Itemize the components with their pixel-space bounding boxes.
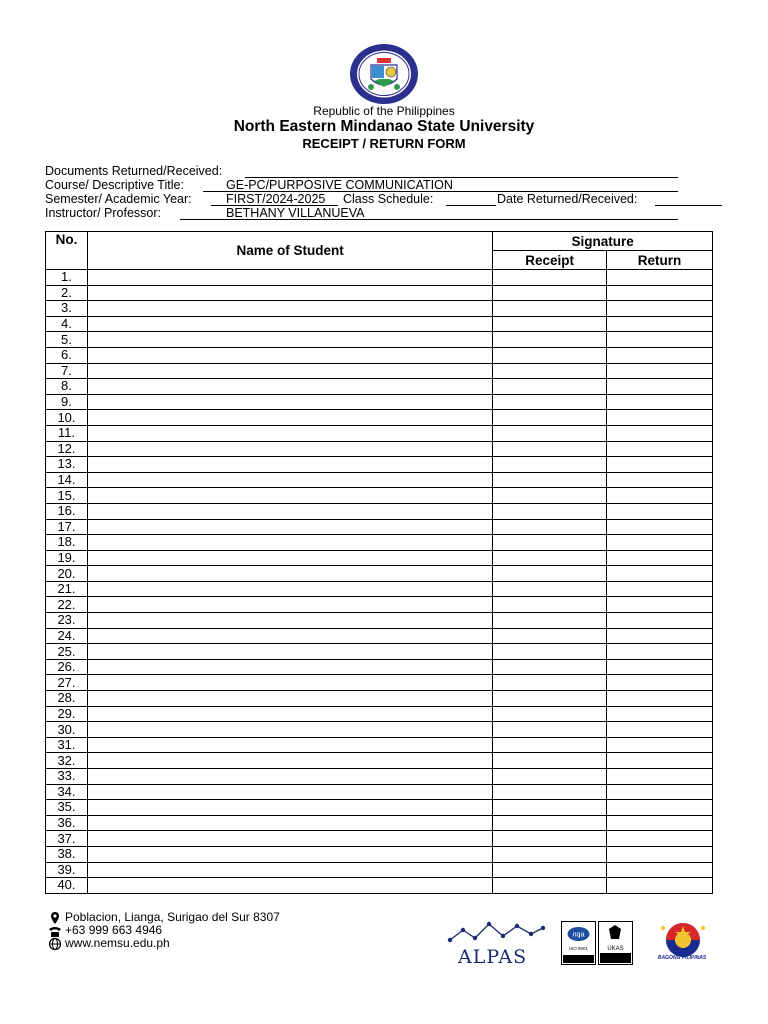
receipt-signature-cell[interactable] <box>493 270 607 286</box>
return-signature-cell[interactable] <box>607 379 713 395</box>
receipt-signature-cell[interactable] <box>493 441 607 457</box>
iso-text: ISO 9001 <box>568 946 589 951</box>
header-no: No. <box>46 232 88 270</box>
return-signature-cell[interactable] <box>607 737 713 753</box>
student-name-cell[interactable] <box>87 831 492 847</box>
student-name-cell[interactable] <box>87 394 492 410</box>
row-number: 9. <box>46 394 88 410</box>
table-row <box>46 566 713 582</box>
row-number: 20. <box>46 566 88 582</box>
student-name-cell[interactable] <box>87 737 492 753</box>
table-row <box>46 597 713 613</box>
table-row <box>46 800 713 816</box>
student-name-cell[interactable] <box>87 659 492 675</box>
table-row <box>46 285 713 301</box>
student-name-cell[interactable] <box>87 441 492 457</box>
student-name-cell[interactable] <box>87 270 492 286</box>
return-signature-cell[interactable] <box>607 878 713 894</box>
alpas-wordmark: ALPAS <box>458 946 528 968</box>
return-signature-cell[interactable] <box>607 488 713 504</box>
receipt-signature-cell[interactable] <box>493 753 607 769</box>
header-signature: Signature <box>493 232 713 251</box>
schedule-label: Class Schedule: <box>343 192 434 206</box>
date-field[interactable] <box>655 192 722 206</box>
receipt-signature-cell[interactable] <box>493 675 607 691</box>
student-name-cell[interactable] <box>87 285 492 301</box>
row-number: 16. <box>46 503 88 519</box>
student-name-cell[interactable] <box>87 644 492 660</box>
student-name-cell[interactable] <box>87 347 492 363</box>
return-signature-cell[interactable] <box>607 363 713 379</box>
return-signature-cell[interactable] <box>607 566 713 582</box>
student-name-cell[interactable] <box>87 878 492 894</box>
table-row <box>46 519 713 535</box>
receipt-signature-cell[interactable] <box>493 566 607 582</box>
row-number: 38. <box>46 846 88 862</box>
table-row <box>46 878 713 894</box>
table-row <box>46 613 713 629</box>
student-name-cell[interactable] <box>87 566 492 582</box>
row-number: 13. <box>46 457 88 473</box>
iso-certification-logo <box>561 921 633 965</box>
table-row <box>46 815 713 831</box>
header-receipt: Receipt <box>493 251 607 270</box>
return-signature-cell[interactable] <box>607 441 713 457</box>
row-number: 21. <box>46 581 88 597</box>
student-name-cell[interactable] <box>87 410 492 426</box>
receipt-signature-cell[interactable] <box>493 706 607 722</box>
row-number: 2. <box>46 285 88 301</box>
table-row <box>46 394 713 410</box>
table-row <box>46 628 713 644</box>
student-name-cell[interactable] <box>87 581 492 597</box>
row-number: 15. <box>46 488 88 504</box>
receipt-signature-cell[interactable] <box>493 800 607 816</box>
return-signature-cell[interactable] <box>607 691 713 707</box>
student-name-cell[interactable] <box>87 503 492 519</box>
receipt-signature-cell[interactable] <box>493 363 607 379</box>
row-number: 11. <box>46 425 88 441</box>
phone-text: +63 999 663 4946 <box>65 923 163 937</box>
return-signature-cell[interactable] <box>607 332 713 348</box>
return-signature-cell[interactable] <box>607 706 713 722</box>
student-name-cell[interactable] <box>87 488 492 504</box>
return-signature-cell[interactable] <box>607 270 713 286</box>
ukas-text: UKAS <box>607 946 624 952</box>
receipt-signature-cell[interactable] <box>493 597 607 613</box>
return-signature-cell[interactable] <box>607 862 713 878</box>
return-signature-cell[interactable] <box>607 410 713 426</box>
receipt-signature-cell[interactable] <box>493 519 607 535</box>
row-number: 32. <box>46 753 88 769</box>
receipt-signature-cell[interactable] <box>493 644 607 660</box>
receipt-signature-cell[interactable] <box>493 457 607 473</box>
row-number: 6. <box>46 347 88 363</box>
return-signature-cell[interactable] <box>607 519 713 535</box>
return-signature-cell[interactable] <box>607 722 713 738</box>
row-number: 12. <box>46 441 88 457</box>
table-row <box>46 270 713 286</box>
return-signature-cell[interactable] <box>607 628 713 644</box>
return-signature-cell[interactable] <box>607 675 713 691</box>
student-name-cell[interactable] <box>87 550 492 566</box>
student-name-cell[interactable] <box>87 800 492 816</box>
return-signature-cell[interactable] <box>607 550 713 566</box>
table-row <box>46 722 713 738</box>
receipt-signature-cell[interactable] <box>493 784 607 800</box>
receipt-signature-cell[interactable] <box>493 472 607 488</box>
table-row <box>46 581 713 597</box>
receipt-signature-cell[interactable] <box>493 332 607 348</box>
header-return: Return <box>607 251 713 270</box>
receipt-signature-cell[interactable] <box>493 503 607 519</box>
footer-contact <box>45 911 280 950</box>
table-row <box>46 410 713 426</box>
student-name-cell[interactable] <box>87 363 492 379</box>
row-number: 31. <box>46 737 88 753</box>
return-signature-cell[interactable] <box>607 316 713 332</box>
student-name-cell[interactable] <box>87 535 492 551</box>
republic-line: Republic of the Philippines <box>313 104 455 118</box>
student-name-cell[interactable] <box>87 457 492 473</box>
row-number: 28. <box>46 691 88 707</box>
student-name-cell[interactable] <box>87 675 492 691</box>
return-signature-cell[interactable] <box>607 613 713 629</box>
receipt-signature-cell[interactable] <box>493 769 607 785</box>
row-number: 7. <box>46 363 88 379</box>
return-signature-cell[interactable] <box>607 846 713 862</box>
semester-value: FIRST/2024-2025 <box>226 192 326 206</box>
row-number: 26. <box>46 659 88 675</box>
table-row <box>46 535 713 551</box>
return-signature-cell[interactable] <box>607 644 713 660</box>
receipt-signature-cell[interactable] <box>493 613 607 629</box>
row-number: 25. <box>46 644 88 660</box>
student-name-cell[interactable] <box>87 706 492 722</box>
receipt-signature-cell[interactable] <box>493 550 607 566</box>
row-number: 33. <box>46 769 88 785</box>
table-row <box>46 691 713 707</box>
row-number: 4. <box>46 316 88 332</box>
table-row <box>46 550 713 566</box>
student-name-cell[interactable] <box>87 753 492 769</box>
documents-field[interactable] <box>245 164 678 178</box>
receipt-signature-cell[interactable] <box>493 831 607 847</box>
course-value: GE-PC/PURPOSIVE COMMUNICATION <box>226 178 453 192</box>
receipt-signature-cell[interactable] <box>493 488 607 504</box>
website-line <box>45 937 280 950</box>
table-row <box>46 316 713 332</box>
student-name-cell[interactable] <box>87 722 492 738</box>
table-row <box>46 784 713 800</box>
semester-label: Semester/ Academic Year: <box>45 192 192 206</box>
table-row <box>46 363 713 379</box>
row-number: 3. <box>46 301 88 317</box>
table-row <box>46 441 713 457</box>
return-signature-cell[interactable] <box>607 597 713 613</box>
header-name: Name of Student <box>87 232 492 270</box>
table-row <box>46 488 713 504</box>
table-row <box>46 332 713 348</box>
row-number: 19. <box>46 550 88 566</box>
student-name-cell[interactable] <box>87 519 492 535</box>
receipt-signature-cell[interactable] <box>493 722 607 738</box>
student-name-cell[interactable] <box>87 769 492 785</box>
table-row <box>46 644 713 660</box>
receipt-signature-cell[interactable] <box>493 379 607 395</box>
website-text: www.nemsu.edu.ph <box>65 936 170 950</box>
instructor-label: Instructor/ Professor: <box>45 206 162 220</box>
row-number: 24. <box>46 628 88 644</box>
receipt-signature-cell[interactable] <box>493 347 607 363</box>
row-number: 14. <box>46 472 88 488</box>
table-row <box>46 831 713 847</box>
return-signature-cell[interactable] <box>607 285 713 301</box>
return-signature-cell[interactable] <box>607 347 713 363</box>
receipt-signature-cell[interactable] <box>493 410 607 426</box>
return-signature-cell[interactable] <box>607 581 713 597</box>
row-number: 1. <box>46 270 88 286</box>
receipt-signature-cell[interactable] <box>493 815 607 831</box>
bagong-pilipinas-text: BAGONG PILIPINAS <box>657 955 707 961</box>
return-signature-cell[interactable] <box>607 753 713 769</box>
return-signature-cell[interactable] <box>607 815 713 831</box>
nqa-text: nqa <box>572 931 585 939</box>
documents-label: Documents Returned/Received: <box>45 164 223 178</box>
schedule-field[interactable] <box>446 192 496 206</box>
row-number: 5. <box>46 332 88 348</box>
student-name-cell[interactable] <box>87 301 492 317</box>
university-name: North Eastern Mindanao State University <box>233 118 535 135</box>
receipt-signature-cell[interactable] <box>493 878 607 894</box>
receipt-signature-cell[interactable] <box>493 737 607 753</box>
table-row <box>46 706 713 722</box>
return-signature-cell[interactable] <box>607 535 713 551</box>
receipt-signature-cell[interactable] <box>493 691 607 707</box>
return-signature-cell[interactable] <box>607 769 713 785</box>
receipt-signature-cell[interactable] <box>493 316 607 332</box>
receipt-signature-cell[interactable] <box>493 846 607 862</box>
table-row <box>46 846 713 862</box>
row-number: 40. <box>46 878 88 894</box>
table-row <box>46 503 713 519</box>
row-number: 35. <box>46 800 88 816</box>
return-signature-cell[interactable] <box>607 472 713 488</box>
receipt-signature-cell[interactable] <box>493 425 607 441</box>
row-number: 10. <box>46 410 88 426</box>
row-number: 29. <box>46 706 88 722</box>
row-number: 30. <box>46 722 88 738</box>
form-title: RECEIPT / RETURN FORM <box>302 136 466 151</box>
row-number: 17. <box>46 519 88 535</box>
return-signature-cell[interactable] <box>607 503 713 519</box>
receipt-signature-cell[interactable] <box>493 394 607 410</box>
receipt-signature-cell[interactable] <box>493 628 607 644</box>
receipt-signature-cell[interactable] <box>493 581 607 597</box>
return-signature-cell[interactable] <box>607 659 713 675</box>
university-seal <box>349 43 419 105</box>
table-row <box>46 737 713 753</box>
row-number: 39. <box>46 862 88 878</box>
student-name-cell[interactable] <box>87 628 492 644</box>
table-row <box>46 753 713 769</box>
student-name-cell[interactable] <box>87 815 492 831</box>
address-text: Poblacion, Lianga, Surigao del Sur 8307 <box>65 910 280 924</box>
table-row <box>46 675 713 691</box>
student-name-cell[interactable] <box>87 379 492 395</box>
course-label: Course/ Descriptive Title: <box>45 178 184 192</box>
student-table <box>45 231 713 894</box>
row-number: 27. <box>46 675 88 691</box>
location-pin-icon <box>48 911 62 925</box>
student-name-cell[interactable] <box>87 472 492 488</box>
table-row <box>46 659 713 675</box>
telephone-icon <box>48 924 62 938</box>
table-row <box>46 425 713 441</box>
return-signature-cell[interactable] <box>607 394 713 410</box>
receipt-signature-cell[interactable] <box>493 285 607 301</box>
instructor-value: BETHANY VILLANUEVA <box>226 206 365 220</box>
student-name-cell[interactable] <box>87 332 492 348</box>
student-name-cell[interactable] <box>87 316 492 332</box>
table-row <box>46 457 713 473</box>
table-row <box>46 301 713 317</box>
receipt-signature-cell[interactable] <box>493 659 607 675</box>
student-name-cell[interactable] <box>87 613 492 629</box>
table-row <box>46 379 713 395</box>
row-number: 34. <box>46 784 88 800</box>
student-name-cell[interactable] <box>87 862 492 878</box>
row-number: 18. <box>46 535 88 551</box>
table-row <box>46 862 713 878</box>
return-signature-cell[interactable] <box>607 457 713 473</box>
return-signature-cell[interactable] <box>607 800 713 816</box>
row-number: 8. <box>46 379 88 395</box>
table-row <box>46 347 713 363</box>
return-signature-cell[interactable] <box>607 301 713 317</box>
return-signature-cell[interactable] <box>607 425 713 441</box>
globe-icon <box>48 937 62 951</box>
return-signature-cell[interactable] <box>607 831 713 847</box>
receipt-signature-cell[interactable] <box>493 301 607 317</box>
row-number: 23. <box>46 613 88 629</box>
receipt-signature-cell[interactable] <box>493 535 607 551</box>
return-signature-cell[interactable] <box>607 784 713 800</box>
row-number: 37. <box>46 831 88 847</box>
student-name-cell[interactable] <box>87 425 492 441</box>
receipt-signature-cell[interactable] <box>493 862 607 878</box>
table-row <box>46 472 713 488</box>
student-name-cell[interactable] <box>87 784 492 800</box>
table-row <box>46 769 713 785</box>
row-number: 36. <box>46 815 88 831</box>
student-name-cell[interactable] <box>87 597 492 613</box>
row-number: 22. <box>46 597 88 613</box>
student-name-cell[interactable] <box>87 691 492 707</box>
student-name-cell[interactable] <box>87 846 492 862</box>
date-label: Date Returned/Received: <box>497 192 638 206</box>
